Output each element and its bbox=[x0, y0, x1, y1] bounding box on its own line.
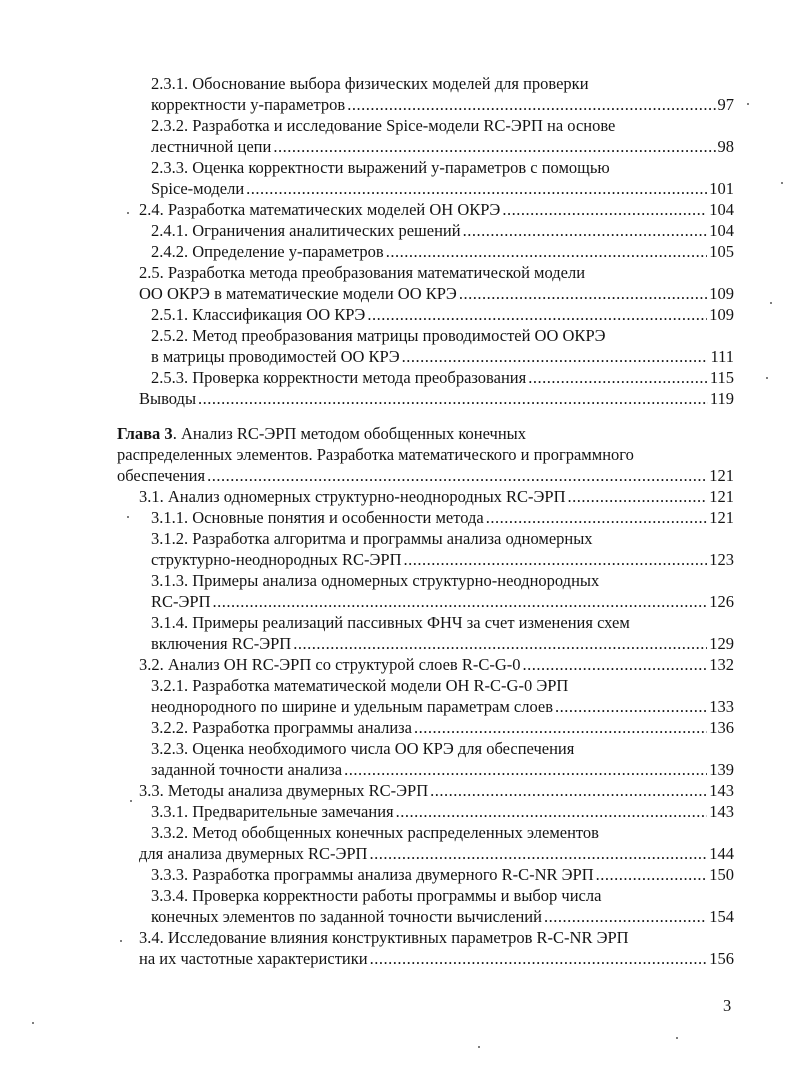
dot-leader bbox=[347, 94, 715, 115]
toc-entry-3-2-1 bbox=[0, 675, 792, 696]
toc-entry-title: конечных элементов по заданной точности вычислений bbox=[151, 907, 542, 926]
dot-leader bbox=[246, 178, 707, 199]
toc-entry-3-1-4 bbox=[0, 612, 792, 633]
dot-leader bbox=[367, 304, 707, 325]
toc-page-number: 132 bbox=[709, 655, 734, 674]
toc-entry-title: включения RC-ЭРП bbox=[151, 634, 292, 653]
toc-entry-title: 3.3.4. Проверка корректности работы программы и выбор числа bbox=[151, 886, 602, 905]
toc-chapter-3-cont2 bbox=[0, 465, 792, 486]
dot-leader bbox=[430, 780, 707, 801]
toc-entry-title: ОО ОКРЭ в математические модели ОО КРЭ bbox=[139, 284, 457, 303]
toc-entry-title: 3.2.1. Разработка математической модели ОН R-C-G-0 ЭРП bbox=[151, 676, 569, 695]
dot-leader bbox=[344, 759, 707, 780]
toc-page-number: 143 bbox=[709, 781, 734, 800]
toc-entry-3-1-3-cont bbox=[0, 591, 792, 612]
toc-page-number: 98 bbox=[717, 137, 734, 156]
toc-entry-title: 3.3. Методы анализа двумерных RC-ЭРП bbox=[139, 781, 429, 800]
toc-entry-title: RC-ЭРП bbox=[151, 592, 211, 611]
toc-entry-3-3 bbox=[0, 780, 792, 801]
toc-entry-3-1-3 bbox=[0, 570, 792, 591]
toc-entry-3-1-1 bbox=[0, 507, 792, 528]
toc-entry-2-3-2-cont bbox=[0, 136, 792, 157]
scan-speck bbox=[478, 1046, 480, 1048]
toc-page-number: 133 bbox=[709, 697, 734, 716]
toc-entry-title: 2.5.1. Классификация ОО КРЭ bbox=[151, 305, 366, 324]
toc-entry-2-5-1 bbox=[0, 304, 792, 325]
toc-page-number: 111 bbox=[710, 347, 734, 366]
toc-entry-3-3-4 bbox=[0, 885, 792, 906]
dot-leader bbox=[293, 633, 707, 654]
toc-entry-title: 2.4.2. Определение y-параметров bbox=[151, 242, 384, 261]
chapter-label: Глава 3 bbox=[117, 424, 173, 443]
toc-entry-3-2-2 bbox=[0, 717, 792, 738]
toc-page-number: 136 bbox=[709, 718, 734, 737]
toc-entry-2-4-1 bbox=[0, 220, 792, 241]
toc-entry-title: 3.2.3. Оценка необходимого числа ОО КРЭ для обеспечения bbox=[151, 739, 575, 758]
toc-page-number: 104 bbox=[709, 221, 734, 240]
toc-page-number: 104 bbox=[709, 200, 734, 219]
toc-entry-title: 3.3.1. Предварительные замечания bbox=[151, 802, 394, 821]
toc-entry-title: Spice-модели bbox=[151, 179, 245, 198]
toc-entry-3-4-cont bbox=[0, 948, 792, 969]
toc-entry-2-4 bbox=[0, 199, 792, 220]
toc-entry-3-2-1-cont bbox=[0, 696, 792, 717]
toc-entry-3-3-4-cont bbox=[0, 906, 792, 927]
toc-page-number: 109 bbox=[709, 305, 734, 324]
dot-leader bbox=[369, 843, 707, 864]
toc-entry-3-4 bbox=[0, 927, 792, 948]
toc-entry-title: для анализа двумерных RC-ЭРП bbox=[139, 844, 368, 863]
toc-entry-title: 3.1.1. Основные понятия и особенности метода bbox=[151, 508, 484, 527]
scan-speck bbox=[127, 516, 129, 518]
dot-leader bbox=[414, 717, 707, 738]
toc-entry-title: неоднородного по ширине и удельным параметрам слоев bbox=[151, 697, 554, 716]
toc-page-number: 105 bbox=[709, 242, 734, 261]
dot-leader bbox=[568, 486, 708, 507]
toc-page-number: 101 bbox=[709, 179, 734, 198]
toc-page-number: 109 bbox=[709, 284, 734, 303]
toc-entry-title: Выводы bbox=[139, 389, 197, 408]
scan-speck bbox=[766, 377, 768, 379]
toc-entry-title: . Анализ RC-ЭРП методом обобщенных конечных bbox=[172, 424, 526, 443]
dot-leader bbox=[528, 367, 708, 388]
toc-entry-3-3-3 bbox=[0, 864, 792, 885]
toc-entry-3-1 bbox=[0, 486, 792, 507]
toc-entry-2-5 bbox=[0, 262, 792, 283]
toc-entry-3-1-2-cont bbox=[0, 549, 792, 570]
scan-speck bbox=[127, 212, 129, 214]
toc-entry-title: корректности y-параметров bbox=[151, 95, 346, 114]
toc-page-number: 121 bbox=[709, 466, 734, 485]
dot-leader bbox=[463, 220, 708, 241]
toc-page-number: 126 bbox=[709, 592, 734, 611]
dot-leader bbox=[386, 241, 708, 262]
dot-leader bbox=[502, 199, 707, 220]
toc-page-number: 144 bbox=[709, 844, 734, 863]
dot-leader bbox=[555, 696, 707, 717]
toc-entry-title: 2.3.3. Оценка корректности выражений y-параметров с помощью bbox=[151, 158, 610, 177]
page-number: 3 bbox=[723, 996, 732, 1015]
dot-leader bbox=[596, 864, 708, 885]
toc-entry-title: 3.1.2. Разработка алгоритма и программы анализа одномерных bbox=[151, 529, 593, 548]
toc-entry-2-5-3 bbox=[0, 367, 792, 388]
toc-entry-title: 3.4. Исследование влияния конструктивных параметров R-C-NR ЭРП bbox=[139, 928, 629, 947]
dot-leader bbox=[213, 591, 708, 612]
toc-entry-3-3-2-cont bbox=[0, 843, 792, 864]
toc-entry-2-5-2-cont bbox=[0, 346, 792, 367]
toc-entry-title: обеспечения bbox=[117, 466, 206, 485]
scan-speck bbox=[747, 103, 749, 105]
toc-entry-3-2 bbox=[0, 654, 792, 675]
toc-entry-vyvody bbox=[0, 388, 792, 409]
toc-entry-2-3-3-cont bbox=[0, 178, 792, 199]
dot-leader bbox=[459, 283, 707, 304]
dot-leader bbox=[404, 549, 708, 570]
dot-leader bbox=[198, 388, 708, 409]
toc-entry-title: распределенных элементов. Разработка математического и программного bbox=[117, 445, 634, 464]
toc-entry-title: структурно-неоднородных RC-ЭРП bbox=[151, 550, 402, 569]
dot-leader bbox=[486, 507, 708, 528]
toc-entry-3-2-3 bbox=[0, 738, 792, 759]
toc-chapter-3-cont bbox=[0, 444, 792, 465]
toc-entry-title: 2.4. Разработка математических моделей ОН ОКРЭ bbox=[139, 200, 501, 219]
toc-entry-2-3-3 bbox=[0, 157, 792, 178]
scan-speck bbox=[32, 1022, 34, 1024]
dot-leader bbox=[207, 465, 707, 486]
toc-entry-3-1-4-cont bbox=[0, 633, 792, 654]
toc-entry-title: 2.5. Разработка метода преобразования математической модели bbox=[139, 263, 586, 282]
toc-page-number: 150 bbox=[709, 865, 734, 884]
toc-page-number: 156 bbox=[709, 949, 734, 968]
scan-speck bbox=[770, 302, 772, 304]
toc-page-number: 119 bbox=[709, 389, 734, 408]
toc-entry-3-2-3-cont bbox=[0, 759, 792, 780]
scan-speck bbox=[130, 800, 132, 802]
dot-leader bbox=[402, 346, 709, 367]
scan-speck bbox=[676, 1037, 678, 1039]
toc-entry-3-3-2 bbox=[0, 822, 792, 843]
toc-entry-title: 3.2.2. Разработка программы анализа bbox=[151, 718, 412, 737]
toc-entry-title: заданной точности анализа bbox=[151, 760, 343, 779]
toc-entry-2-3-1-cont bbox=[0, 94, 792, 115]
scan-speck bbox=[781, 182, 783, 184]
toc-entry-title: 2.4.1. Ограничения аналитических решений bbox=[151, 221, 461, 240]
toc-entry-title: в матрицы проводимостей ОО КРЭ bbox=[151, 347, 400, 366]
toc-page-number: 129 bbox=[709, 634, 734, 653]
toc-entry-2-3-1 bbox=[0, 73, 792, 94]
toc-entry-title: 3.3.3. Разработка программы анализа двумерного R-C-NR ЭРП bbox=[151, 865, 594, 884]
toc-entry-title: 3.3.2. Метод обобщенных конечных распределенных элементов bbox=[151, 823, 599, 842]
toc-entry-2-4-2 bbox=[0, 241, 792, 262]
toc-entry-2-5-cont bbox=[0, 283, 792, 304]
toc-entry-title: 2.5.2. Метод преобразования матрицы проводимостей ОО ОКРЭ bbox=[151, 326, 606, 345]
toc-entry-title: 3.1.3. Примеры анализа одномерных структурно-неоднородных bbox=[151, 571, 600, 590]
toc-entry-title: лестничной цепи bbox=[151, 137, 272, 156]
toc-entry-title: 2.3.1. Обоснование выбора физических моделей для проверки bbox=[151, 74, 589, 93]
toc-entry-title: на их частотные характеристики bbox=[139, 949, 368, 968]
toc-page-number: 115 bbox=[709, 368, 734, 387]
scan-speck bbox=[120, 940, 122, 942]
dot-leader bbox=[273, 136, 715, 157]
toc-page-number: 139 bbox=[709, 760, 734, 779]
toc-chapter-3 bbox=[0, 423, 792, 444]
toc-entry-title: 2.3.2. Разработка и исследование Spice-модели RC-ЭРП на основе bbox=[151, 116, 616, 135]
toc-page-number: 143 bbox=[709, 802, 734, 821]
toc-entry-title: 3.1. Анализ одномерных структурно-неоднородных RC-ЭРП bbox=[139, 487, 566, 506]
dot-leader bbox=[396, 801, 708, 822]
toc-page-number: 97 bbox=[717, 95, 734, 114]
dot-leader bbox=[370, 948, 708, 969]
toc-entry-3-3-1 bbox=[0, 801, 792, 822]
toc-page-number: 121 bbox=[709, 487, 734, 506]
toc-entry-title: 3.1.4. Примеры реализаций пассивных ФНЧ за счет изменения схем bbox=[151, 613, 630, 632]
toc-entry-2-5-2 bbox=[0, 325, 792, 346]
toc-entry-title: 2.5.3. Проверка корректности метода преобразования bbox=[151, 368, 527, 387]
toc-entry-2-3-2 bbox=[0, 115, 792, 136]
toc-page-number: 121 bbox=[709, 508, 734, 527]
toc-page-number: 154 bbox=[709, 907, 734, 926]
toc-entry-3-1-2 bbox=[0, 528, 792, 549]
dot-leader bbox=[544, 906, 707, 927]
toc-entry-title: 3.2. Анализ ОН RC-ЭРП со структурой слоев R-C-G-0 bbox=[139, 655, 521, 674]
dot-leader bbox=[523, 654, 708, 675]
toc-page-number: 123 bbox=[709, 550, 734, 569]
